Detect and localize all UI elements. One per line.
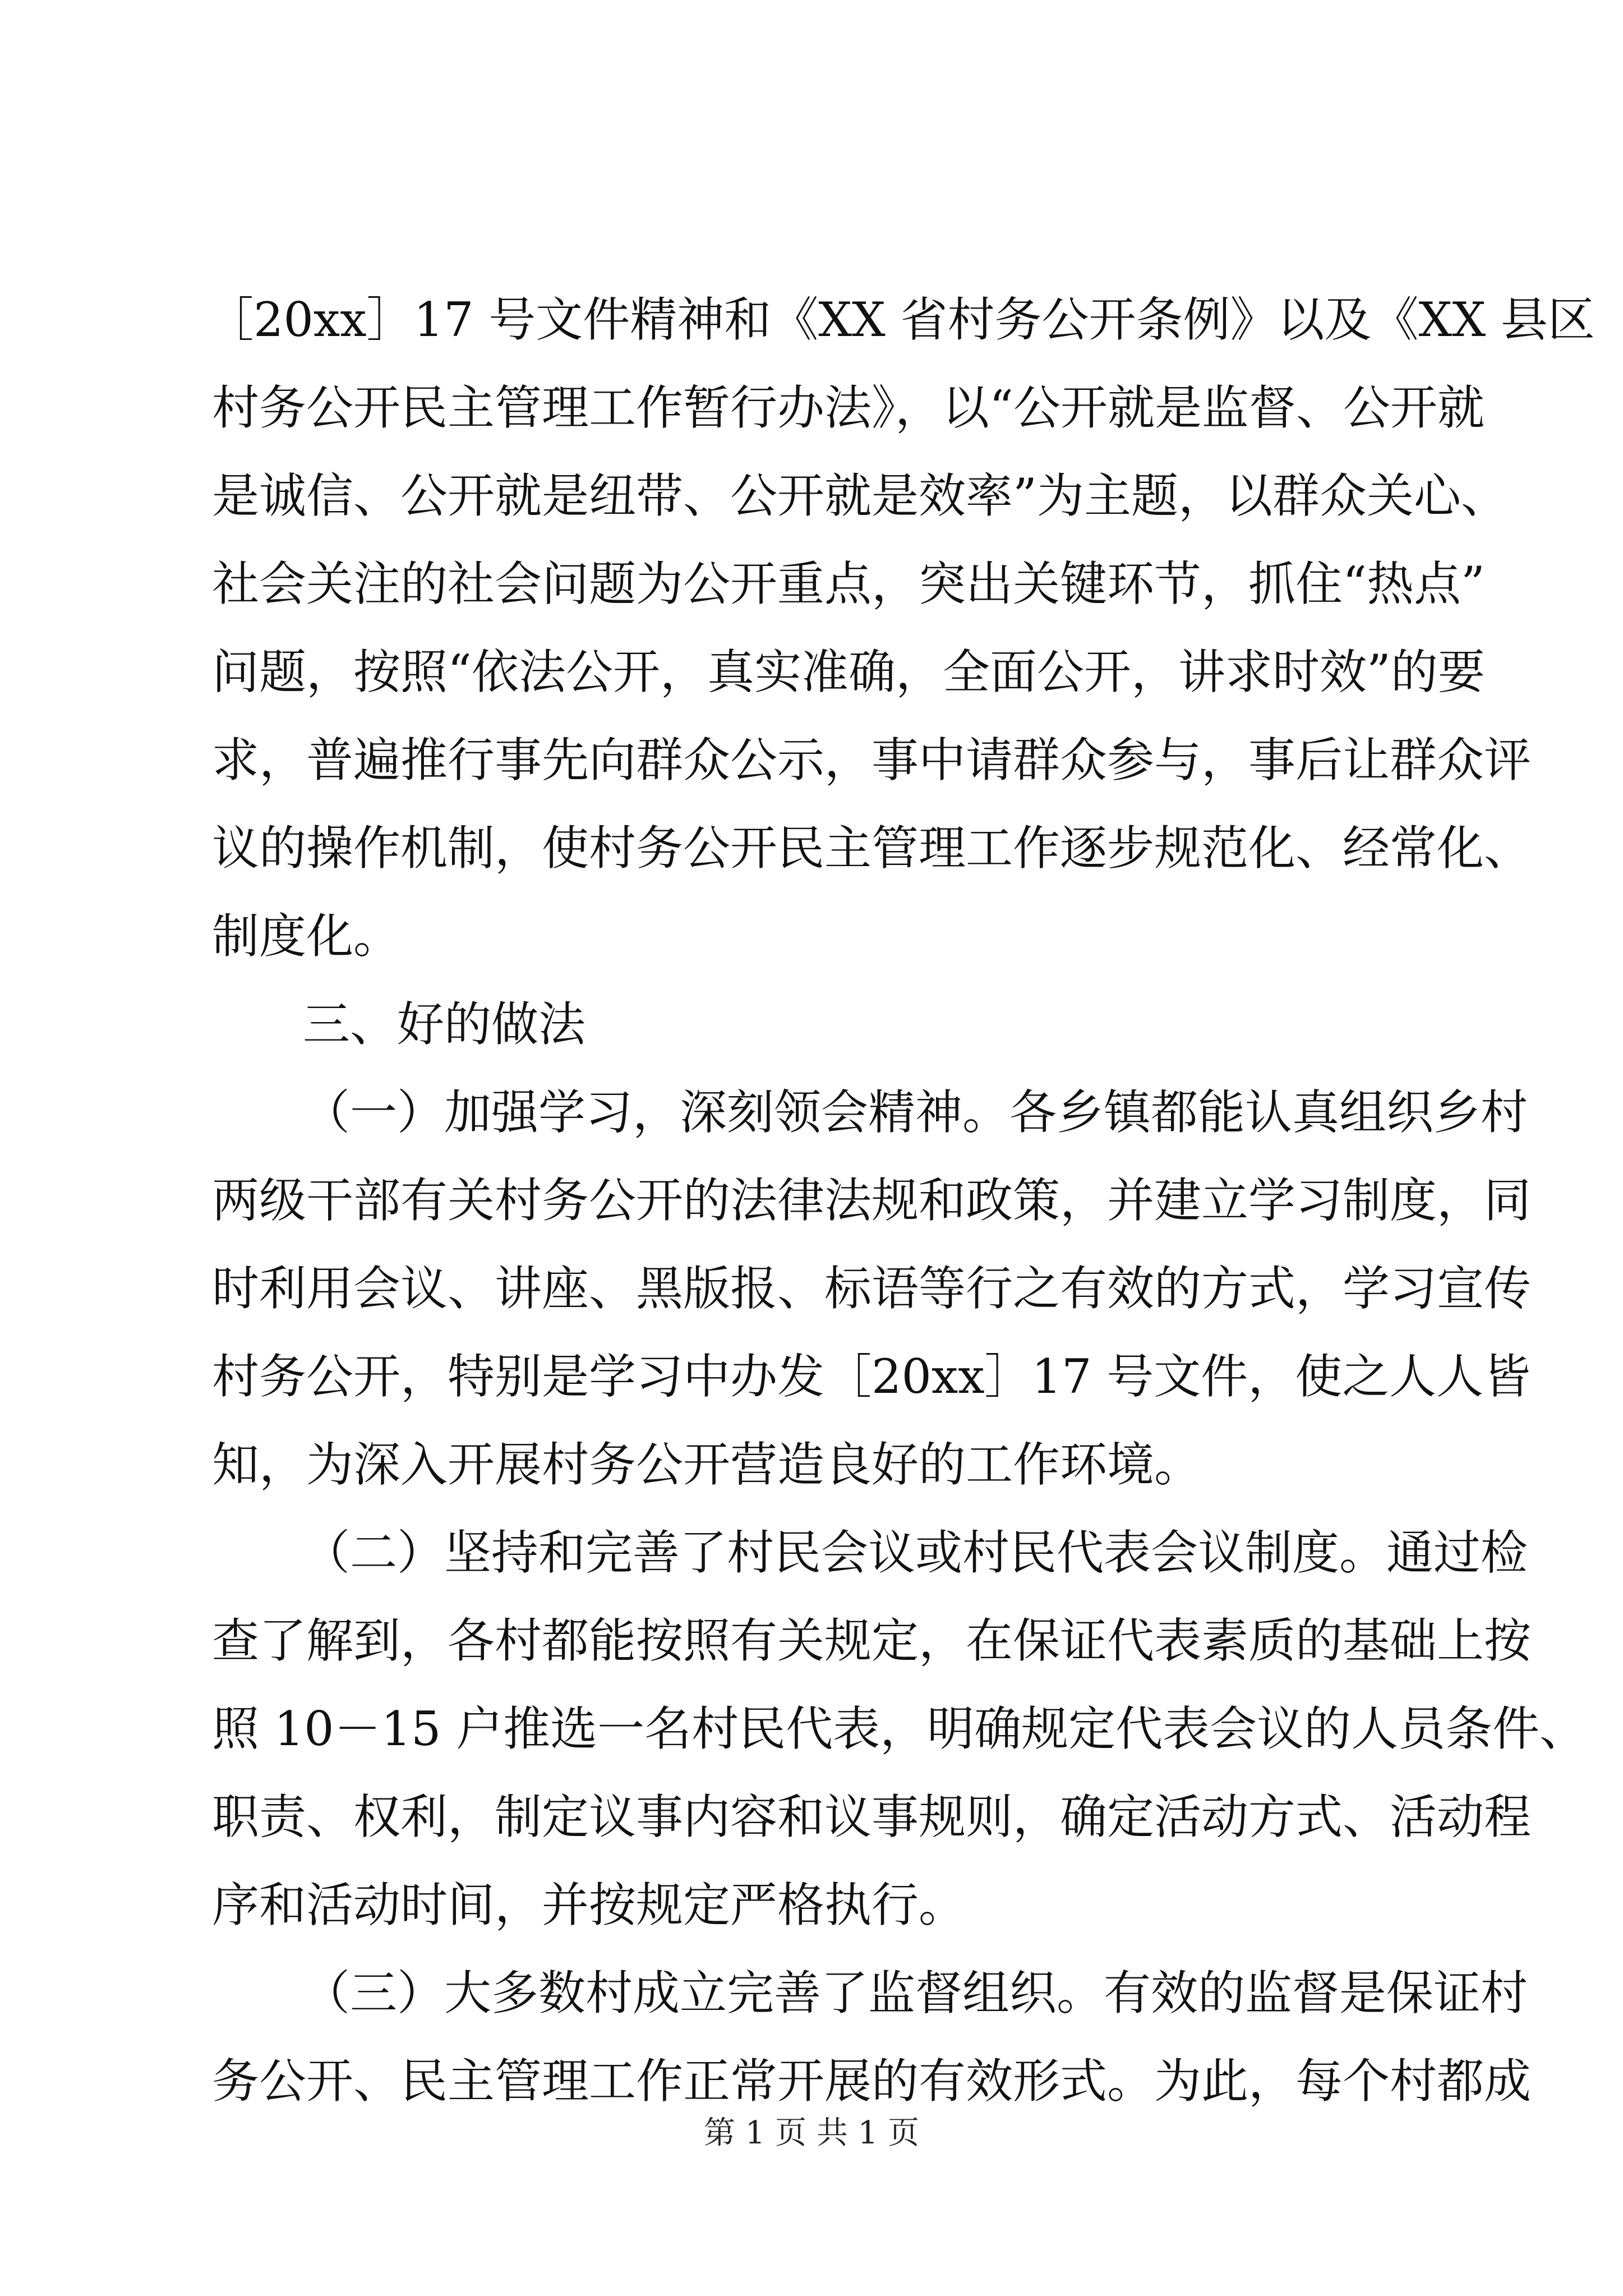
section-heading: 三、好的做法 <box>303 997 586 1052</box>
text-line: 社会关注的社会问题为公开重点，突出关键环节，抓住“热点” <box>212 556 1485 611</box>
text-line: 查了解到，各村都能按照有关规定，在保证代表素质的基础上按 <box>212 1613 1532 1668</box>
text-line: 村务公开民主管理工作暂行办法》，以“公开就是监督、公开就 <box>212 380 1484 435</box>
text-line: ［20xx］17 号文件精神和《XX 省村务公开条例》以及《XX 县区 <box>206 292 1595 347</box>
page-number: 第 1 页 共 1 页 <box>703 2115 920 2151</box>
text-line: 村务公开，特别是学习中办发［20xx］17 号文件，使之人人皆 <box>212 1349 1531 1404</box>
text-line: 制度化。 <box>212 909 401 964</box>
text-line: （一）加强学习，深刻领会精神。各乡镇都能认真组织乡村 <box>303 1085 1528 1140</box>
text-line: 议的操作机制，使村务公开民主管理工作逐步规范化、经常化、 <box>212 821 1532 876</box>
text-line: 职责、权利，制定议事内容和议事规则，确定活动方式、活动程 <box>212 1789 1532 1844</box>
text-line: 问题，按照“依法公开，真实准确，全面公开，讲求时效”的要 <box>212 645 1485 700</box>
text-line: 序和活动时间，并按规定严格执行。 <box>212 1878 966 1932</box>
text-line: （二）坚持和完善了村民会议或村民代表会议制度。通过检 <box>303 1525 1528 1580</box>
text-line: 两级干部有关村务公开的法律法规和政策，并建立学习制度，同 <box>212 1173 1532 1228</box>
text-line: 时利用会议、讲座、黑版报、标语等行之有效的方式，学习宣传 <box>212 1261 1532 1316</box>
text-line: （三）大多数村成立完善了监督组织。有效的监督是保证村 <box>303 1966 1528 2021</box>
text-line: 照 10－15 户推选一名村民代表，明确规定代表会议的人员条件、 <box>212 1701 1587 1756</box>
text-line: 务公开、民主管理工作正常开展的有效形式。为此，每个村都成 <box>212 2054 1532 2109</box>
text-line: 知，为深入开展村务公开营造良好的工作环境。 <box>212 1437 1202 1492</box>
text-line: 求，普遍推行事先向群众公示，事中请群众参与，事后让群众评 <box>212 733 1532 788</box>
text-line: 是诚信、公开就是纽带、公开就是效率”为主题，以群众关心、 <box>212 468 1508 523</box>
